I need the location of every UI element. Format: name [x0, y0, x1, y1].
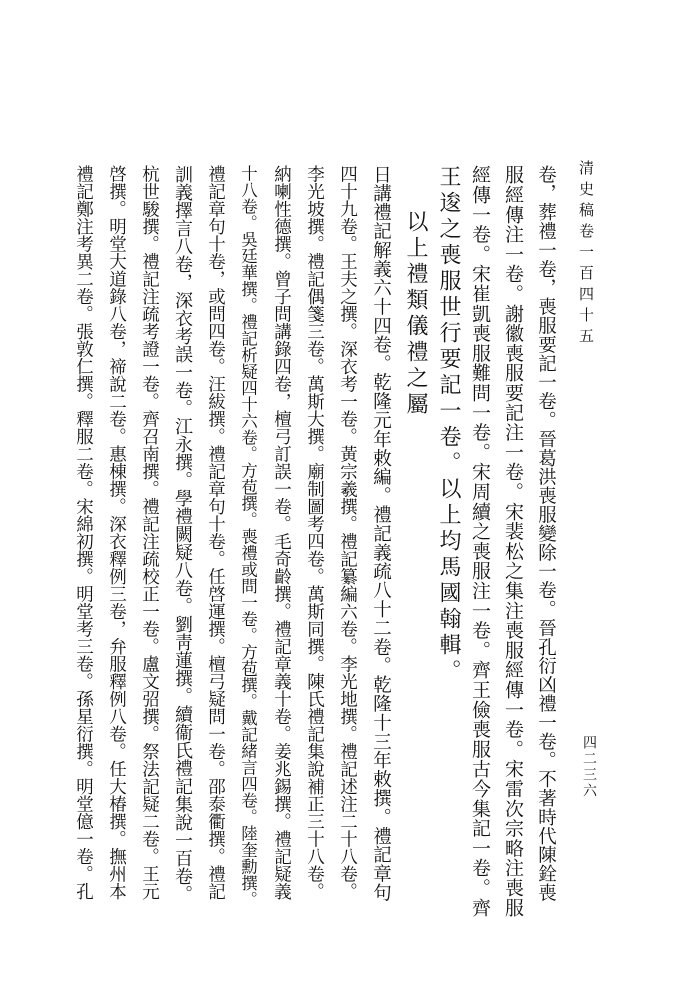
text-column-6: 日講禮記解義六十四卷。乾隆元年敕編。禮記義疏八十二卷。乾隆十三年敕撰。禮記章句: [370, 165, 392, 903]
page-number: 四二三六: [581, 735, 597, 799]
text-column-2: 服經傳注一卷。謝徽喪服要記注一卷。宋裴松之集注喪服經傳一卷。宋雷次宗略注喪服: [502, 165, 524, 918]
text-column-7: 四十九卷。王夫之撰。深衣考一卷。黃宗羲撰。禮記纂編六卷。李光地撰。禮記述注二十八卷。: [337, 165, 358, 900]
text-column-8: 李光坡撰。禮記偶箋三卷。萬斯大撰。廟制圖考四卷。萬斯同撰。陳氏禮記集說補正三十八卷。: [304, 165, 325, 900]
text-column-1: 卷，葬禮一卷，喪服要記一卷。晉葛洪喪服變除一卷。晉孔衍凶禮一卷。不著時代陳銓喪: [535, 165, 557, 903]
text-column-11: 禮記章句十卷，或問四卷。汪紱撰。禮記章句十卷。任啓運撰。檀弓疑問一卷。邵泰衢撰。禮記: [205, 165, 226, 900]
text-column-4: 王逡之喪服世行要記一卷。以上均馬國翰輯。: [436, 165, 461, 685]
running-header: 清史稿卷一百四十五: [577, 160, 595, 349]
text-column-9: 納喇性德撰。曾子問講錄四卷，檀弓訂誤一卷。毛奇齡撰。禮記章義十卷。姜兆錫撰。禮記疑義: [271, 165, 292, 900]
text-column-12: 訓義擇言八卷，深衣考誤一卷。江永撰。學禮闕疑八卷。劉靑蓮撰。續衞氏禮記集說一百卷。: [172, 165, 193, 903]
text-column-13: 杭世駿撰。禮記注疏考證一卷。齊召南撰。禮記注疏校正一卷。盧文弨撰。祭法記疑二卷。王元: [139, 165, 160, 900]
text-column-14: 啓撰。明堂大道錄八卷，禘說二卷。惠棟撰。深衣釋例三卷，弁服釋例八卷。任大椿撰。撫州本: [106, 165, 127, 900]
text-column-15: 禮記鄭注考異二卷。張敦仁撰。釋服二卷。宋綿初撰。明堂考三卷。孫星衍撰。明堂億一卷。孔: [73, 165, 94, 900]
section-heading: 以上禮類儀禮之屬: [403, 210, 428, 418]
text-column-10: 十八卷。吳廷華撰。禮記析疑四十六卷。方苞撰。喪禮或問一卷。方苞撰。戴記緒言四卷。陸奎勳撰。: [238, 165, 258, 908]
text-column-3: 經傳一卷。宋崔凱喪服難問一卷。宋周續之喪服注一卷。齊王儉喪服古今集記一卷。齊: [469, 165, 491, 918]
